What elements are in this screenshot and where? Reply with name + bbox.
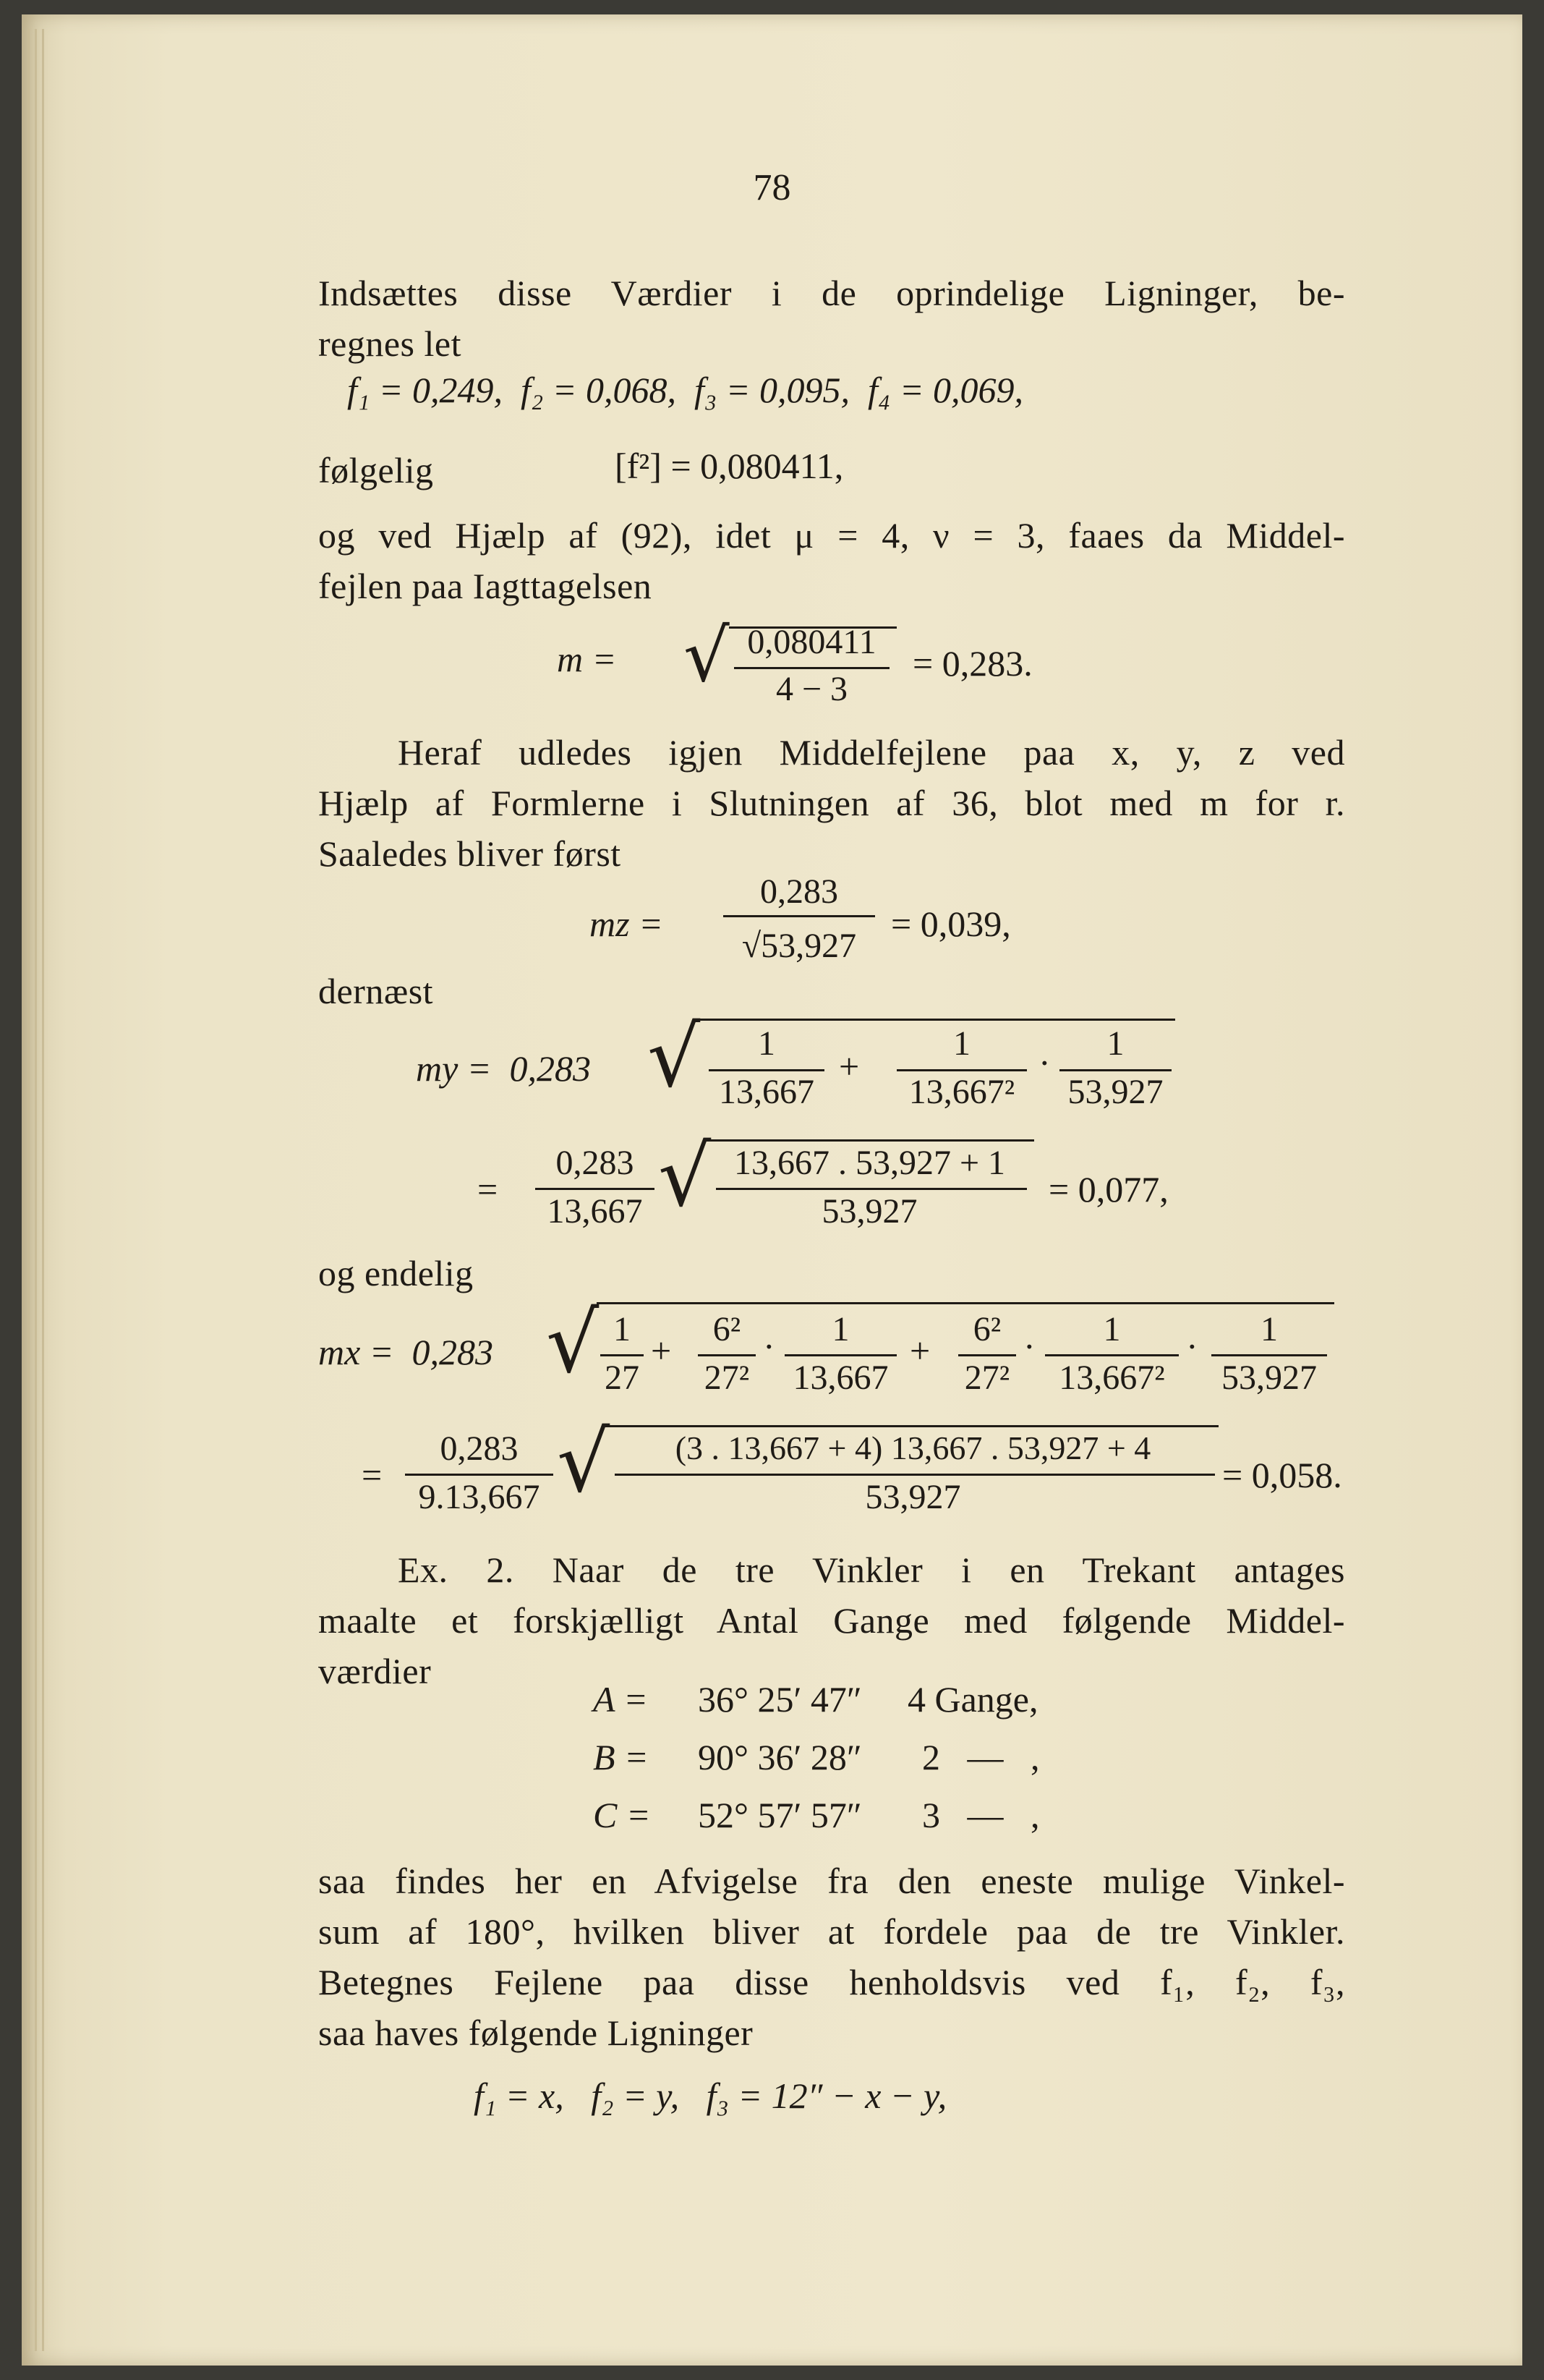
multiply-dot: · [1038, 1042, 1051, 1083]
term-denominator: 13,667 [793, 1359, 889, 1397]
term-denominator: 27² [704, 1359, 750, 1397]
angle-name: B = [593, 1737, 649, 1777]
paragraph-2-line-2: Hjælp af Formlerne i Slutningen af 36, blot med m for r. [318, 783, 1345, 823]
paragraph-2-line-3: Saaledes bliver først [318, 833, 621, 874]
angle-count: 3 — , [922, 1795, 1040, 1835]
fraction-bar [785, 1354, 897, 1356]
coefficient-numerator: 0,283 [440, 1429, 519, 1468]
radical-bar [709, 1139, 1034, 1142]
term-numerator: 1 [1103, 1310, 1121, 1348]
fraction-bar [1211, 1354, 1327, 1356]
f2-sum-equation: [f²] = 0,080411, [615, 446, 844, 486]
radical-sign: √ [557, 1414, 610, 1511]
angle-count: 2 — , [922, 1737, 1040, 1777]
coefficient-denominator: 9.13,667 [418, 1478, 540, 1516]
folgelig-label: følgelig [318, 450, 434, 490]
radical-sign: √ [647, 1009, 701, 1106]
radicand-numerator: 13,667 . 53,927 + 1 [733, 1144, 1006, 1182]
plus-sign: + [651, 1330, 672, 1371]
angle-value: 90° 36′ 28″ [698, 1737, 862, 1777]
eq-mz-rhs: = 0,039, [891, 904, 1011, 944]
term-numerator: 1 [758, 1024, 775, 1063]
eq-my-lhs: my = 0,283 [416, 1048, 592, 1089]
plus-sign: + [839, 1046, 860, 1087]
term-denominator: 27 [605, 1359, 639, 1397]
angle-name: A = [593, 1679, 648, 1720]
f-values-equation: f₁ = 0,249, f₂ = 0,068, f₃ = 0,095, f₄ = 0,069, [347, 370, 1024, 410]
example-2-line-3: værdier [318, 1651, 432, 1691]
paragraph-2-line-1: Heraf udledes igjen Middelfejlene paa x, y, z ved [398, 732, 1345, 773]
multiply-dot: · [1023, 1326, 1036, 1367]
fraction-bar [723, 915, 875, 917]
fraction-bar [1059, 1069, 1172, 1071]
coefficient-numerator: 0,283 [555, 1144, 634, 1182]
eq-m-numerator: 0,080411 [747, 623, 877, 661]
fraction-bar [958, 1354, 1016, 1356]
term-denominator: 13,667² [908, 1073, 1015, 1111]
term-numerator: 1 [1261, 1310, 1278, 1348]
page-number: 78 [753, 167, 791, 208]
angle-value: 52° 57′ 57″ [698, 1795, 862, 1835]
term-denominator: 27² [964, 1359, 1010, 1397]
fraction-bar [600, 1354, 644, 1356]
radical-sign: √ [683, 613, 730, 698]
radical-sign: √ [658, 1129, 712, 1225]
intro-line-2: regnes let [318, 323, 461, 364]
radical-bar [698, 1019, 1175, 1021]
equals-sign: = [477, 1169, 498, 1210]
angle-value: 36° 25′ 47″ [698, 1679, 862, 1720]
example-2-line-1: Ex. 2. Naar de tre Vinkler i en Trekant antages [398, 1550, 1345, 1590]
eq-m-rhs: = 0,283. [913, 643, 1033, 684]
page-edge [35, 29, 37, 2351]
angle-count: 4 Gange, [908, 1679, 1038, 1720]
term-numerator: 1 [832, 1310, 850, 1348]
term-numerator: 1 [1106, 1024, 1125, 1063]
radical-bar [597, 1302, 1334, 1304]
coefficient-denominator: 13,667 [547, 1192, 643, 1231]
example-2-line-2: maalte et forskjælligt Antal Gange med følgende Middel- [318, 1600, 1345, 1641]
dernaest-label: dernæst [318, 971, 434, 1011]
fraction-bar [897, 1069, 1027, 1071]
paragraph-3-line-3: Betegnes Fejlene paa disse henholdsvis ved f₁, f₂, f₃, [318, 1962, 1345, 2002]
fraction-bar [698, 1354, 756, 1356]
multiply-dot: · [763, 1326, 775, 1367]
fraction-bar [1045, 1354, 1179, 1356]
angle-name: C = [593, 1795, 651, 1835]
term-denominator: 13,667 [719, 1073, 814, 1111]
fraction-bar [405, 1474, 553, 1476]
paragraph-3-line-1: saa findes her en Afvigelse fra den eneste mulige Vinkel- [318, 1861, 1345, 1901]
term-denominator: 53,927 [1221, 1359, 1317, 1397]
fraction-bar [535, 1188, 654, 1190]
radicand-numerator: (3 . 13,667 + 4) 13,667 . 53,927 + 4 [675, 1429, 1151, 1466]
og-endelig-label: og endelig [318, 1253, 474, 1293]
page-edge [27, 29, 30, 2351]
paragraph-1-line-1: og ved Hjælp af (92), idet μ = 4, ν = 3, faaes da Middel- [318, 515, 1345, 556]
paragraph-1-line-2: fejlen paa Iagttagelsen [318, 566, 652, 606]
multiply-dot: · [1186, 1326, 1198, 1367]
paragraph-3-line-2: sum af 180°, hvilken bliver at fordele paa de tre Vinkler. [318, 1911, 1345, 1952]
eq-mx-result: = 0,058. [1222, 1455, 1342, 1495]
eq-mx-lhs: mx = 0,283 [318, 1332, 494, 1372]
term-numerator: 1 [953, 1024, 971, 1063]
eq-my-result: = 0,077, [1049, 1169, 1169, 1210]
radical-bar [607, 1425, 1219, 1427]
eq-mz-numerator: 0,283 [760, 872, 838, 911]
term-numerator: 6² [973, 1310, 1002, 1348]
final-equations: f₁ = x, f₂ = y, f₃ = 12″ − x − y, [474, 2075, 947, 2116]
plus-sign: + [910, 1330, 931, 1371]
page-edge [42, 29, 44, 2351]
eq-mz-denominator: √53,927 [741, 927, 857, 965]
radical-sign: √ [546, 1295, 600, 1392]
term-numerator: 6² [712, 1310, 741, 1348]
fraction-bar [709, 1069, 824, 1071]
radicand-denominator: 53,927 [865, 1478, 961, 1516]
eq-mz-lhs: mz = [589, 904, 663, 944]
fraction-bar [716, 1188, 1027, 1190]
term-denominator: 13,667² [1059, 1359, 1165, 1397]
term-denominator: 53,927 [1067, 1073, 1164, 1111]
paragraph-3-line-4: saa haves følgende Ligninger [318, 2013, 754, 2053]
eq-m-denominator: 4 − 3 [775, 670, 848, 708]
equals-sign: = [362, 1455, 383, 1495]
intro-line-1: Indsættes disse Værdier i de oprindelige Ligninger, be- [318, 273, 1345, 313]
radicand-denominator: 53,927 [822, 1192, 918, 1231]
eq-m-lhs: m = [557, 639, 617, 679]
fraction-bar [615, 1474, 1215, 1476]
term-numerator: 1 [613, 1310, 631, 1348]
